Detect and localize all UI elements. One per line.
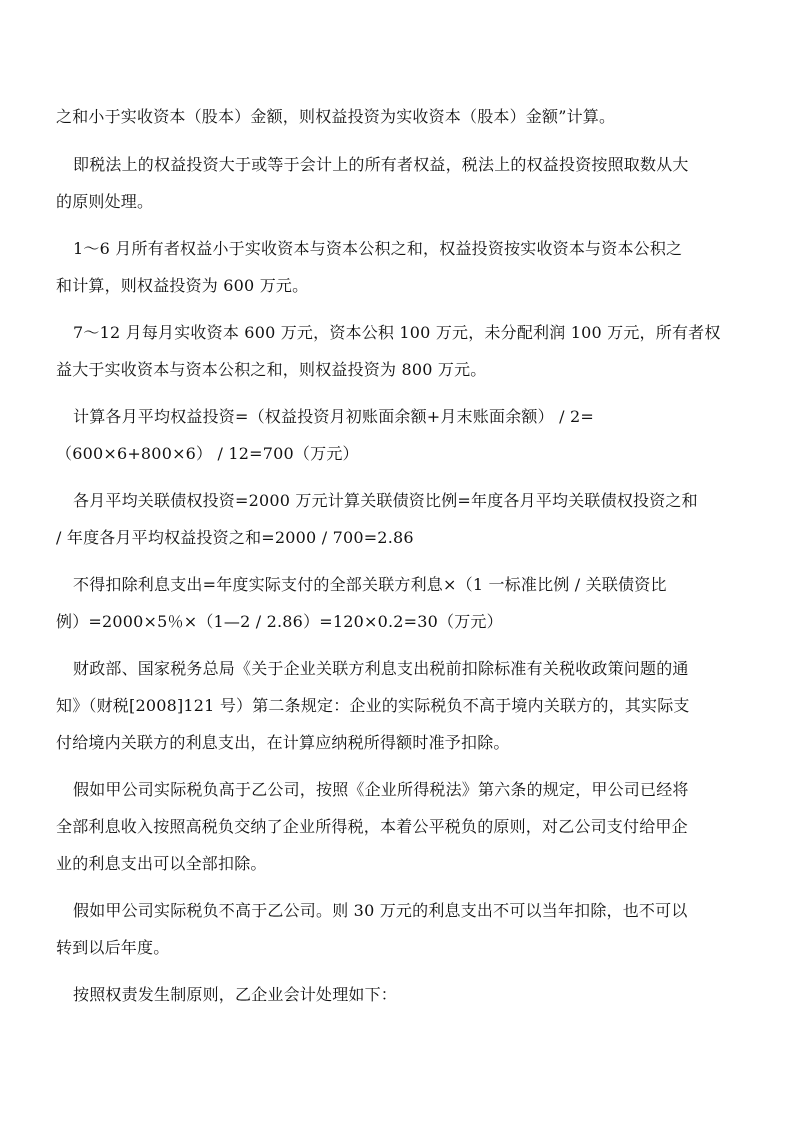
text-line-11: / 年度各月平均权益投资之和=2000 / 700=2.86 <box>56 528 414 547</box>
text-line-21: 转到以后年度。 <box>56 938 170 957</box>
text-line-16: 付给境内关联方的利息支出，在计算应纳税所得额时准予扣除。 <box>56 733 510 752</box>
text-line-3: 的原则处理。 <box>56 192 154 211</box>
text-line-14: 财政部、国家税务总局《关于企业关联方利息支出税前扣除标准有关税收政策问题的通 <box>73 659 689 678</box>
text-line-17: 假如甲公司实际税负高于乙公司，按照《企业所得税法》第六条的规定，甲公司已经将 <box>73 780 689 799</box>
text-line-13: 例）=2000×5％×（1—2 / 2.86）=120×0.2=30（万元） <box>56 612 503 631</box>
text-line-7: 益大于实收资本与资本公积之和，则权益投资为 800 万元。 <box>56 360 487 379</box>
text-line-5: 和计算，则权益投资为 600 万元。 <box>56 276 309 295</box>
text-line-12: 不得扣除利息支出=年度实际支付的全部关联方利息×（1 一标准比例 / 关联债资比 <box>73 575 667 594</box>
text-line-9: （600×6+800×6） / 12=700（万元） <box>56 444 359 463</box>
text-line-1: 之和小于实收资本（股本）金额，则权益投资为实收资本（股本）金额”计算。 <box>56 107 616 126</box>
text-line-8: 计算各月平均权益投资=（权益投资月初账面余额+月末账面余额） / 2= <box>73 407 594 426</box>
text-line-18: 全部利息收入按照高税负交纳了企业所得税，本着公平税负的原则，对乙公司支付给甲企 <box>56 817 688 836</box>
text-line-2: 即税法上的权益投资大于或等于会计上的所有者权益，税法上的权益投资按照取数从大 <box>73 155 689 174</box>
text-line-22: 按照权责发生制原则，乙企业会计处理如下： <box>73 985 398 1004</box>
text-line-19: 业的利息支出可以全部扣除。 <box>56 854 267 873</box>
text-line-6: 7～12 月每月实收资本 600 万元，资本公积 100 万元，未分配利润 100 万元，所有者权 <box>73 323 721 342</box>
text-line-10: 各月平均关联债权投资=2000 万元计算关联债资比例=年度各月平均关联债权投资之和 <box>73 491 698 510</box>
text-line-20: 假如甲公司实际税负不高于乙公司。则 30 万元的利息支出不可以当年扣除，也不可以 <box>73 901 688 920</box>
text-line-4: 1～6 月所有者权益小于实收资本与资本公积之和，权益投资按实收资本与资本公积之 <box>73 239 683 258</box>
text-line-15: 知》（财税[2008]121 号）第二条规定：企业的实际税负不高于境内关联方的，其实际支 <box>56 696 690 715</box>
